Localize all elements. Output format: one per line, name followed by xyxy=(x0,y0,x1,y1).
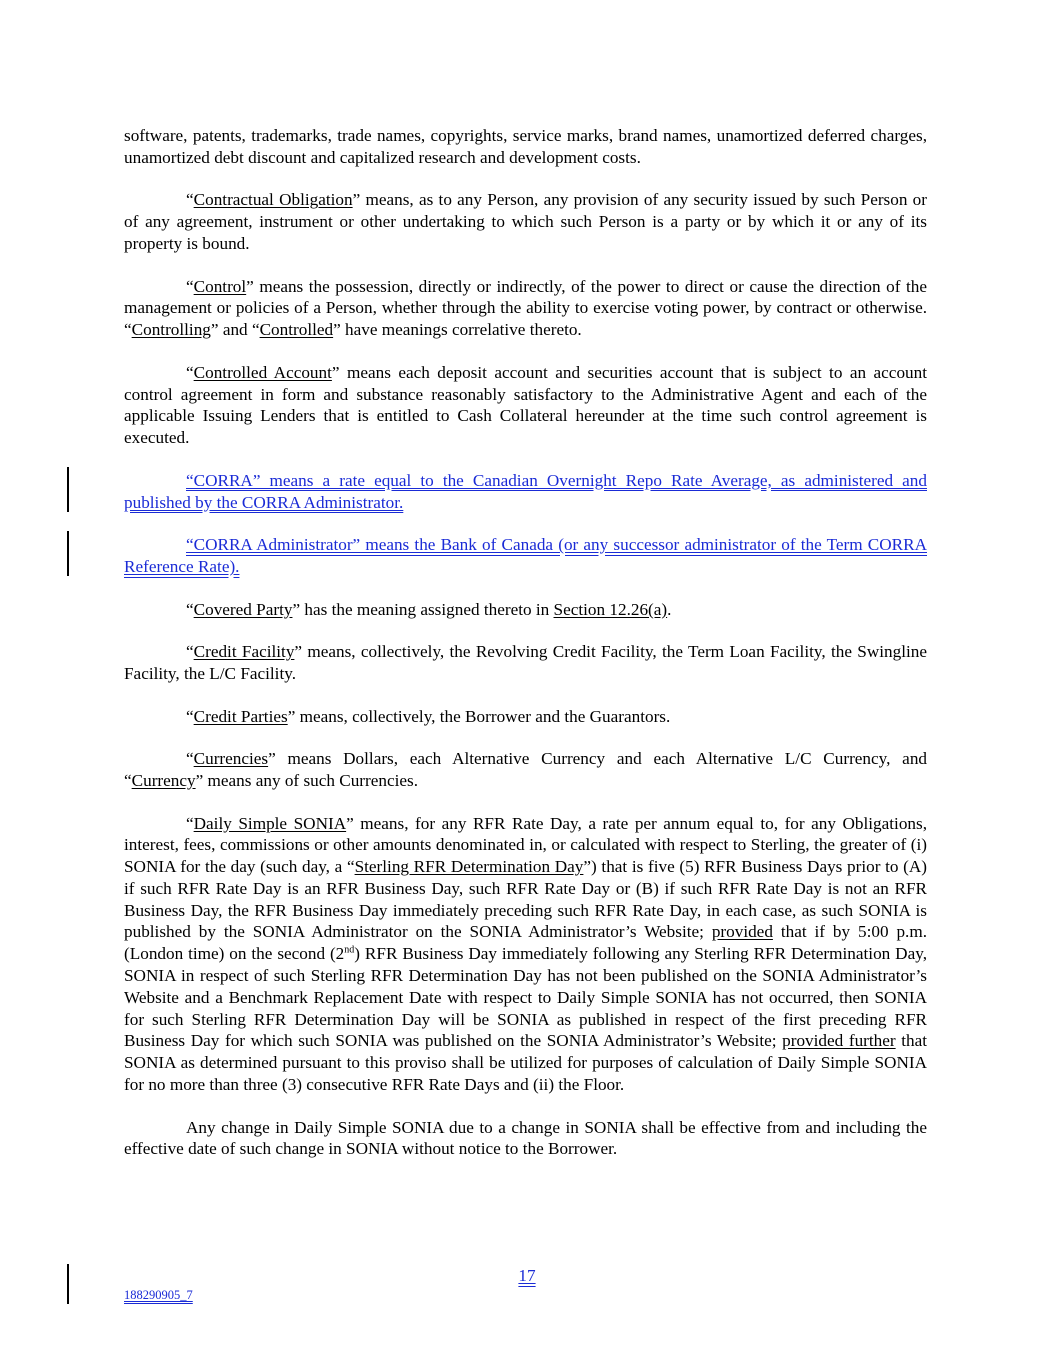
defined-term: Contractual Obligation xyxy=(193,190,353,210)
proviso-term: provided further xyxy=(782,1031,896,1051)
definition-corra-inserted xyxy=(124,470,927,514)
inserted-text: “CORRA Administrator” means the Bank of Canada (or any successor administrator of the Term CORRA Reference Rate). xyxy=(124,535,927,576)
defined-term: Covered Party xyxy=(193,599,293,619)
defined-term: Currencies xyxy=(193,749,269,769)
definition-contractual-obligation: “Contractual Obligation” means, as to any Person, any provision of any security issued by such Person or of any agreement, instrument or other undertaking to which such Person is a party or by which it or any of its property is bound. xyxy=(124,190,927,253)
definition-corra-administrator-inserted xyxy=(124,534,927,578)
proviso-term: provided xyxy=(711,922,773,942)
document-id: 188290905_7 xyxy=(124,1288,193,1302)
defined-term: Controlled Account xyxy=(193,362,332,382)
change-bar xyxy=(67,1264,69,1304)
defined-term: Controlled xyxy=(259,320,334,340)
definition-daily-simple-sonia: “Daily Simple SONIA” means, for any RFR Rate Day, a rate per annum equal to, for any Obligations, interest, fees, commissions or other amounts denominated in, or calculated with respect to Sterling, the greater of (i) SONIA for the day (such day, a “Sterling RFR Determination Day”) that is five (5) RFR Business Days prior to (A) if such RFR Rate Day is an RFR Business Day, such RFR Rate Day or (B) if such RFR Rate Day is not an RFR Business Day, the RFR Business Day immediately preceding such RFR Rate Day, in each case, as such SONIA is published by the SONIA Administrator on the SONIA Administrator’s Website; provided that if by 5:00 p.m. (London time) on the second (2nd) RFR Business Day immediately following any Sterling RFR Determination Day, SONIA in respect of such Sterling RFR Determination Day has not been published on the SONIA Administrator’s Website and a Benchmark Replacement Date with respect to Daily Simple SONIA has not occurred, then SONIA for such Sterling RFR Determination Day will be SONIA as published in respect of the first preceding RFR Business Day for which such SONIA was published on the SONIA Administrator’s Website; provided further that SONIA as determined pursuant to this proviso shall be utilized for purposes of calculation of Daily Simple SONIA for no more than three (3) consecutive RFR Rate Days and (ii) the Floor. xyxy=(124,813,928,1095)
definition-currencies: “Currencies” means Dollars, each Alternative Currency and each Alternative L/C Currency, and “Currency” means any of such Currencies. xyxy=(124,749,927,790)
definition-credit-facility: “Credit Facility” means, collectively, the Revolving Credit Facility, the Term Loan Facility, the Swingline Facility, the L/C Facility. xyxy=(124,642,927,683)
defined-term: Daily Simple SONIA xyxy=(193,813,347,833)
definition-credit-parties: “Credit Parties” means, collectively, the Borrower and the Guarantors. xyxy=(186,706,671,726)
defined-term: Controlling xyxy=(131,320,211,340)
page-number: 17 xyxy=(518,1266,536,1285)
defined-term: Credit Parties xyxy=(193,706,288,726)
defined-term: Credit Facility xyxy=(193,642,295,662)
paragraph-sonia-change: Any change in Daily Simple SONIA due to a change in SONIA shall be effective from and including the effective date of such change in SONIA without notice to the Borrower. xyxy=(124,1117,927,1159)
defined-term: Control xyxy=(193,276,247,296)
document-body xyxy=(124,125,927,1181)
section-reference: Section 12.26(a) xyxy=(553,599,668,619)
paragraph-continuation: software, patents, trademarks, trade names, copyrights, service marks, brand names, unamortized deferred charges, unamortized debt discount and capitalized research and development costs. xyxy=(124,126,927,167)
inserted-text: “CORRA” means a rate equal to the Canadian Overnight Repo Rate Average, as administered and published by the CORRA Administrator. xyxy=(124,470,927,512)
ordinal-suffix: nd xyxy=(344,944,355,956)
definition-controlled-account: “Controlled Account” means each deposit account and securities account that is subject to an account control agreement in form and substance reasonably satisfactory to the Administrative Agent and each of the applicable Issuing Lenders that is entitled to Cash Collateral hereunder at the time such control agreement is executed. xyxy=(124,362,927,448)
change-bar xyxy=(67,467,69,512)
defined-term: Currency xyxy=(131,770,196,790)
change-bar xyxy=(67,531,69,576)
defined-term: Sterling RFR Determination Day xyxy=(354,857,584,877)
definition-covered-party: “Covered Party” has the meaning assigned thereto in Section 12.26(a). xyxy=(186,599,672,619)
definition-control: “Control” means the possession, directly or indirectly, of the power to direct or cause the direction of the management or policies of a Person, whether through the ability to exercise voting power, by contract or otherwise. “Controlling” and “Controlled” have meanings correlative thereto. xyxy=(124,276,927,340)
